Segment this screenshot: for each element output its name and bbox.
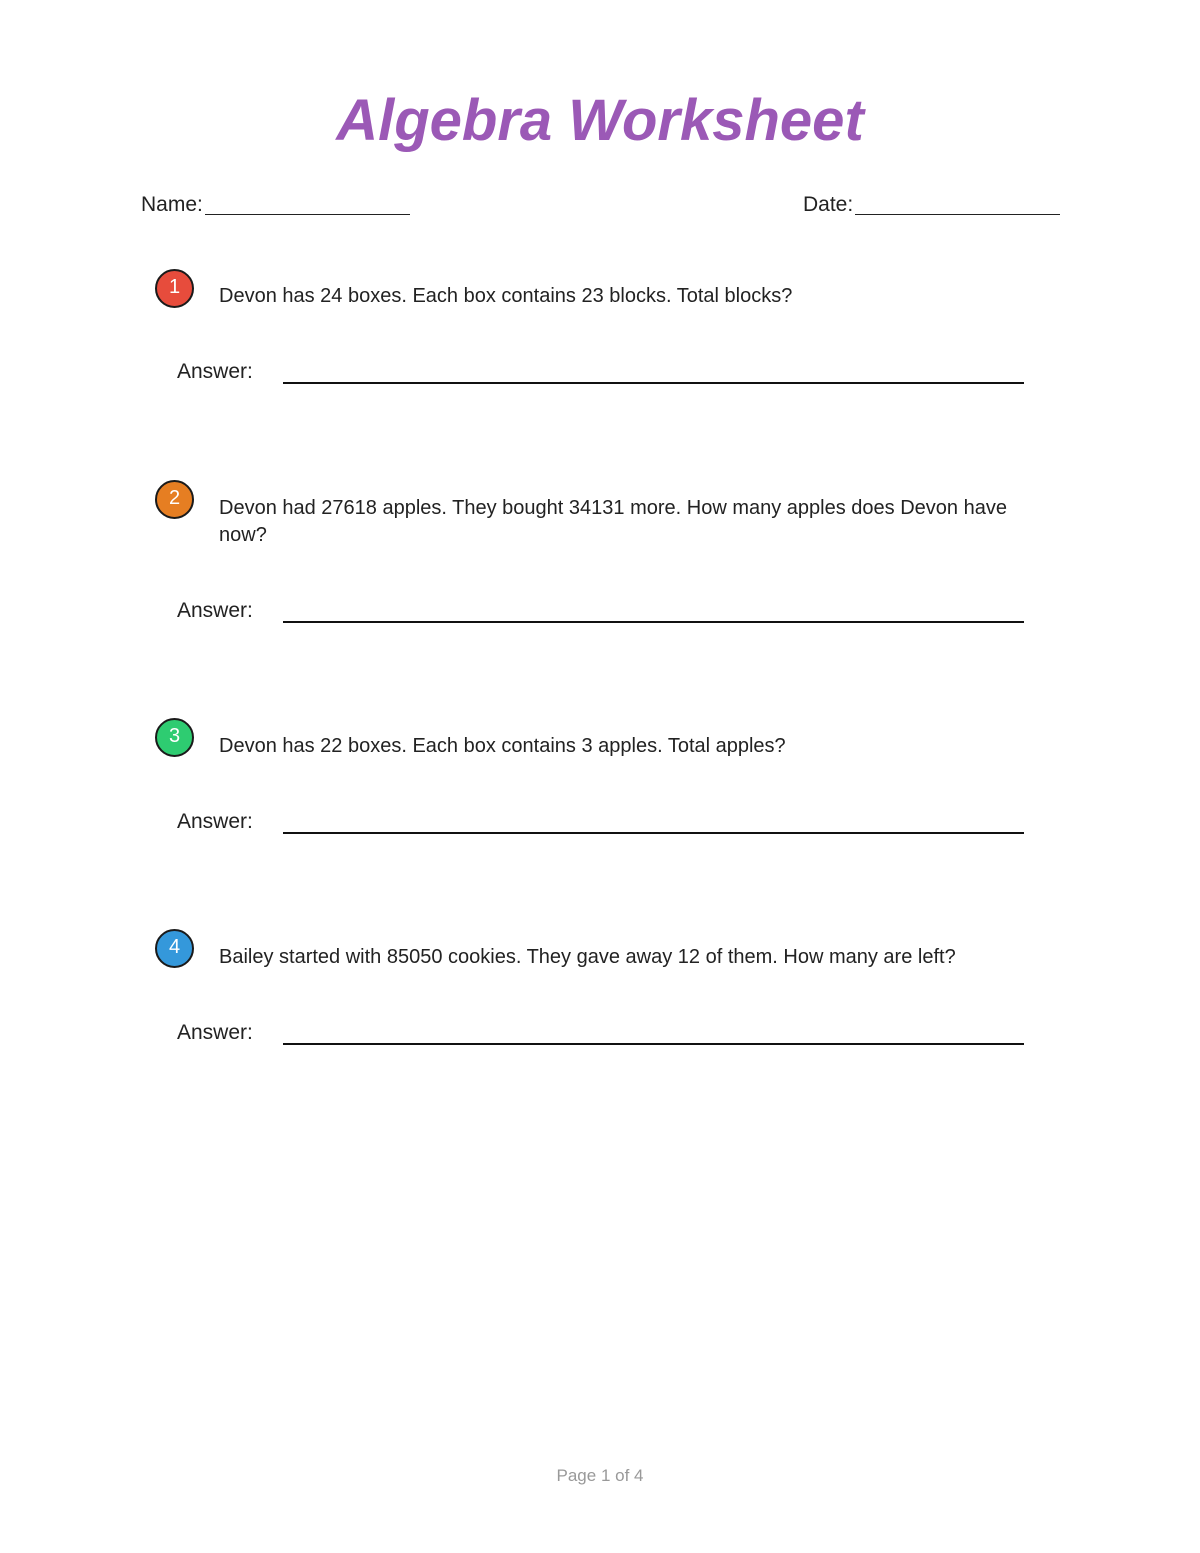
question-number-badge: 1 <box>155 269 194 308</box>
question-text: Devon had 27618 apples. They bought 34131 more. How many apples does Devon have now? <box>219 497 1007 546</box>
date-field[interactable] <box>803 192 1060 218</box>
answer-line[interactable] <box>283 382 1024 384</box>
date-line[interactable] <box>855 214 1060 215</box>
answer-label: Answer: <box>177 599 253 622</box>
answer-line[interactable] <box>283 1043 1024 1045</box>
answer-label: Answer: <box>177 1021 253 1044</box>
name-label: Name: <box>141 193 203 216</box>
page-number: Page 1 of 4 <box>556 1466 644 1485</box>
date-label: Date: <box>803 193 854 216</box>
answer-line[interactable] <box>283 621 1024 623</box>
question-number-badge: 3 <box>155 718 194 757</box>
answer-label: Answer: <box>177 810 253 833</box>
question-text: Devon has 24 boxes. Each box contains 23 blocks. Total blocks? <box>219 285 793 307</box>
name-line[interactable] <box>205 214 410 215</box>
answer-line[interactable] <box>283 832 1024 834</box>
answer-label: Answer: <box>177 360 253 383</box>
question-text: Bailey started with 85050 cookies. They gave away 12 of them. How many are left? <box>219 946 956 968</box>
question-text: Devon has 22 boxes. Each box contains 3 apples. Total apples? <box>219 735 786 757</box>
question-number-badge: 2 <box>155 480 194 519</box>
worksheet-title: Algebra Worksheet <box>336 88 864 153</box>
name-field[interactable] <box>141 192 410 218</box>
question-number-badge: 4 <box>155 929 194 968</box>
